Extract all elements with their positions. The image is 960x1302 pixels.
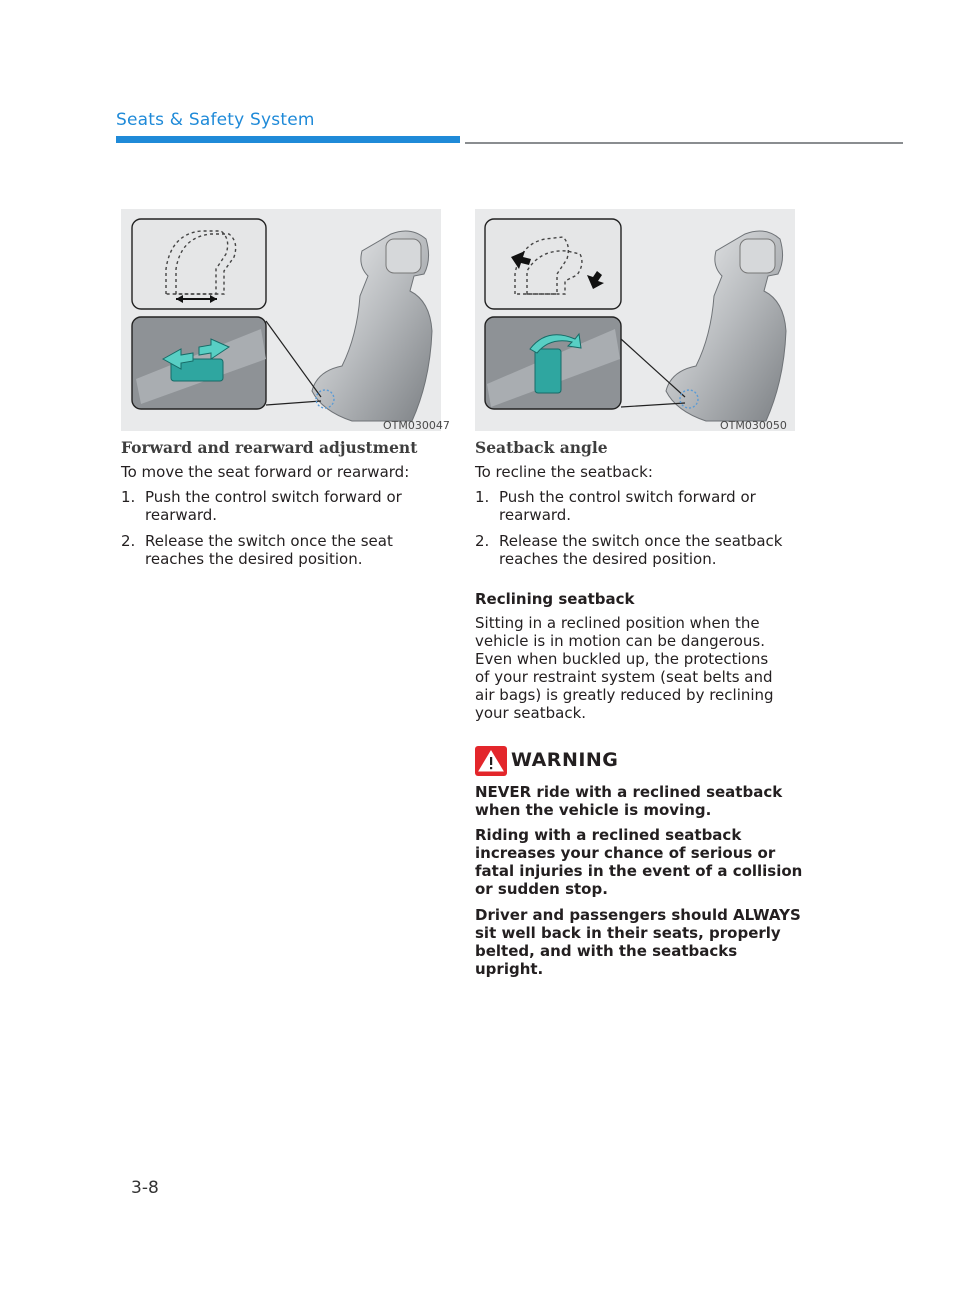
- list-item: [475, 488, 795, 524]
- warning-triangle-icon: [475, 746, 507, 776]
- step-number: 1.: [121, 488, 136, 506]
- step-number: 2.: [121, 532, 136, 550]
- section-title: Seats & Safety System: [116, 110, 315, 130]
- intro-text: To move the seat forward or rearward:: [121, 463, 410, 481]
- step-number: 2.: [475, 532, 490, 550]
- header-rule: [465, 142, 903, 144]
- list-item: [121, 488, 426, 524]
- warning-paragraph: NEVER ride with a reclined seatback when the vehicle is moving.: [475, 783, 783, 819]
- page-number: 3-8: [131, 1178, 159, 1198]
- step-text: Push the control switch forward or rearward.: [145, 488, 402, 524]
- warning-paragraph: Driver and passengers should ALWAYS sit well back in their seats, properly belted, and with the seatbacks upright.: [475, 906, 801, 978]
- heading-seatback-angle: Seatback angle: [475, 438, 608, 457]
- step-text: Push the control switch forward or rearward.: [499, 488, 756, 524]
- step-text: Release the switch once the seat reaches the desired position.: [145, 532, 393, 568]
- step-text: Release the switch once the seatback reaches the desired position.: [499, 532, 783, 568]
- seatback-angle-illustration: [475, 209, 795, 431]
- header-rule-accent: [116, 136, 460, 143]
- list-item: [475, 532, 795, 568]
- warning-title: WARNING: [511, 749, 619, 771]
- reclining-paragraph: Sitting in a reclined position when the vehicle is in motion can be dangerous. Even when buckled up, the protections of your restraint system (seat belts and air bags) is greatly reduced by reclining your seatback.: [475, 614, 774, 722]
- figure-code: OTM030050: [720, 419, 787, 432]
- list-item: [121, 532, 426, 568]
- subheading-reclining-seatback: Reclining seatback: [475, 590, 635, 608]
- warning-paragraph: Riding with a reclined seatback increases your chance of serious or fatal injuries in the event of a collision or sudden stop.: [475, 826, 803, 898]
- step-number: 1.: [475, 488, 490, 506]
- figure-code: OTM030047: [383, 419, 450, 432]
- heading-forward-rearward: Forward and rearward adjustment: [121, 438, 418, 457]
- steps-list: [475, 488, 795, 576]
- intro-text: To recline the seatback:: [475, 463, 653, 481]
- steps-list: [121, 488, 426, 576]
- seat-forward-rearward-illustration: [121, 209, 441, 431]
